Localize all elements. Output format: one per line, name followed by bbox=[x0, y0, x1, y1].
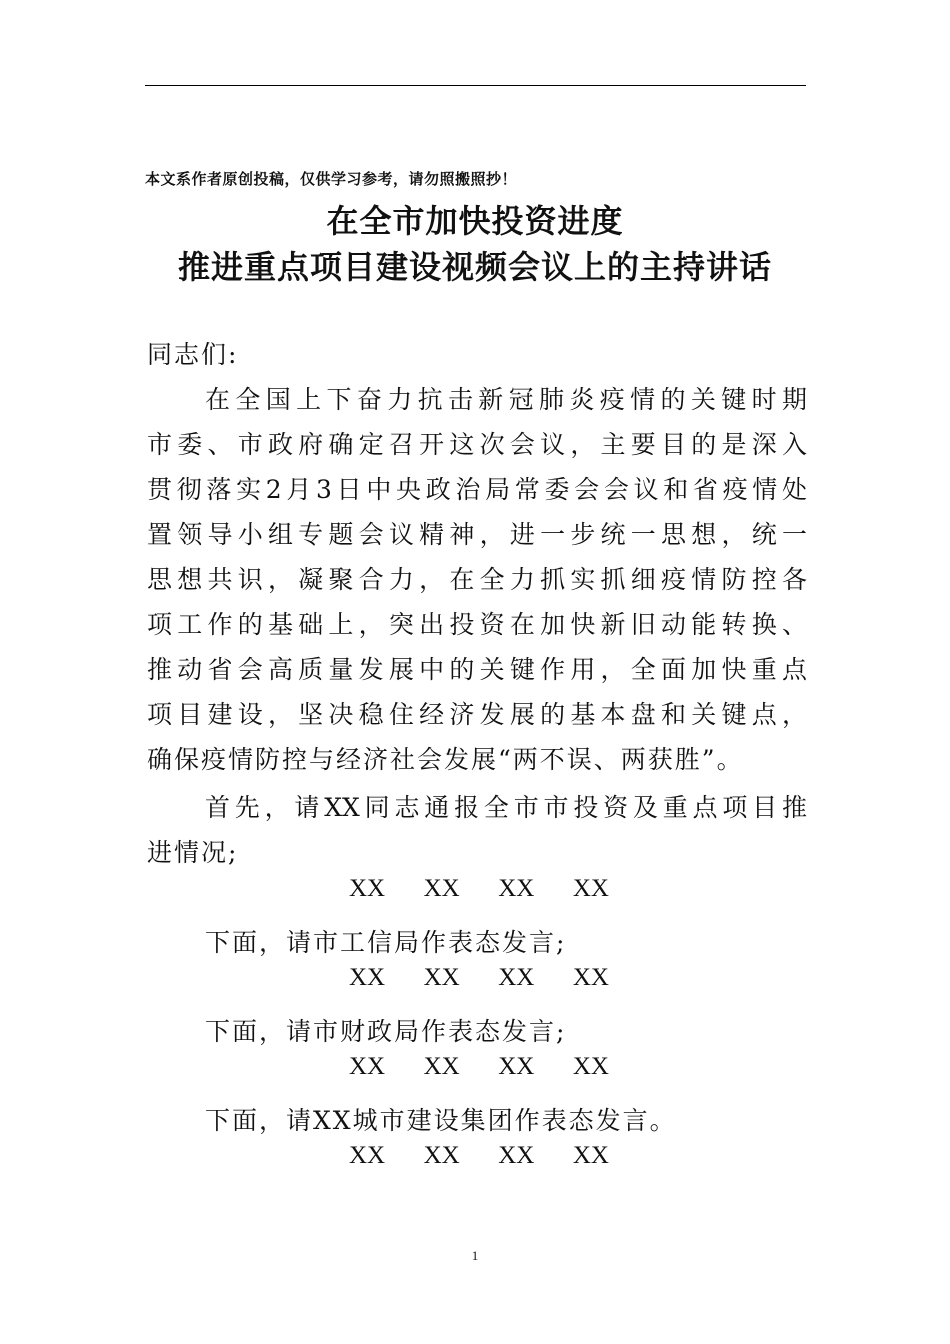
placeholder-text: XX bbox=[498, 875, 535, 902]
paragraph-line: 推动省会高质量发展中的关键作用，全面加快重点 bbox=[147, 655, 807, 684]
placeholder-text: XX bbox=[423, 875, 460, 902]
paragraph-line: 项目建设，坚决稳住经济发展的基本盘和关键点， bbox=[147, 700, 807, 729]
copyright-notice: 本文系作者原创投稿，仅供学习参考，请勿照搬照抄！ bbox=[145, 170, 518, 188]
speaker-intro: 下面，请XX城市建设集团作表态发言。 bbox=[205, 1106, 677, 1135]
placeholder-text: XX bbox=[498, 964, 535, 991]
placeholder-text: XX bbox=[572, 964, 609, 991]
header-rule bbox=[145, 85, 806, 86]
placeholder-text: XX bbox=[349, 1053, 386, 1080]
placeholder-text: XX bbox=[498, 1142, 535, 1169]
paragraph-line: 项工作的基础上，突出投资在加快新旧动能转换、 bbox=[147, 610, 807, 639]
placeholder-row bbox=[349, 1053, 609, 1081]
salutation: 同志们: bbox=[147, 340, 239, 369]
placeholder-row bbox=[349, 875, 609, 903]
placeholder-text: XX bbox=[349, 1142, 386, 1169]
paragraph-line: 在全国上下奋力抗击新冠肺炎疫情的关键时期 bbox=[205, 385, 807, 414]
page-number: 1 bbox=[471, 1248, 479, 1263]
paragraph-line: 置领导小组专题会议精神，进一步统一思想，统一 bbox=[147, 520, 807, 549]
paragraph-line: 进情况; bbox=[147, 838, 239, 867]
speaker-intro: 下面，请市工信局作表态发言; bbox=[205, 928, 567, 957]
title-line-1: 在全市加快投资进度 bbox=[326, 202, 624, 240]
placeholder-text: XX bbox=[572, 1142, 609, 1169]
paragraph-line: 思想共识，凝聚合力，在全力抓实抓细疫情防控各 bbox=[147, 565, 807, 594]
paragraph-line: 首先，请XX同志通报全市市投资及重点项目推 bbox=[205, 793, 807, 822]
placeholder-text: XX bbox=[349, 875, 386, 902]
placeholder-text: XX bbox=[423, 1142, 460, 1169]
speaker-intro: 下面，请市财政局作表态发言; bbox=[205, 1017, 567, 1046]
paragraph-line: 贯彻落实2月3日中央政治局常委会会议和省疫情处 bbox=[147, 475, 807, 504]
placeholder-row bbox=[349, 1142, 609, 1170]
placeholder-text: XX bbox=[572, 1053, 609, 1080]
title-line-2: 推进重点项目建设视频会议上的主持讲话 bbox=[177, 248, 772, 286]
paragraph-line: 确保疫情防控与经济社会发展“两不误、两获胜”。 bbox=[147, 745, 744, 774]
placeholder-text: XX bbox=[572, 875, 609, 902]
placeholder-text: XX bbox=[498, 1053, 535, 1080]
paragraph-line: 市委、市政府确定召开这次会议，主要目的是深入 bbox=[147, 430, 807, 459]
placeholder-text: XX bbox=[423, 964, 460, 991]
placeholder-row bbox=[349, 964, 609, 992]
placeholder-text: XX bbox=[349, 964, 386, 991]
placeholder-text: XX bbox=[423, 1053, 460, 1080]
